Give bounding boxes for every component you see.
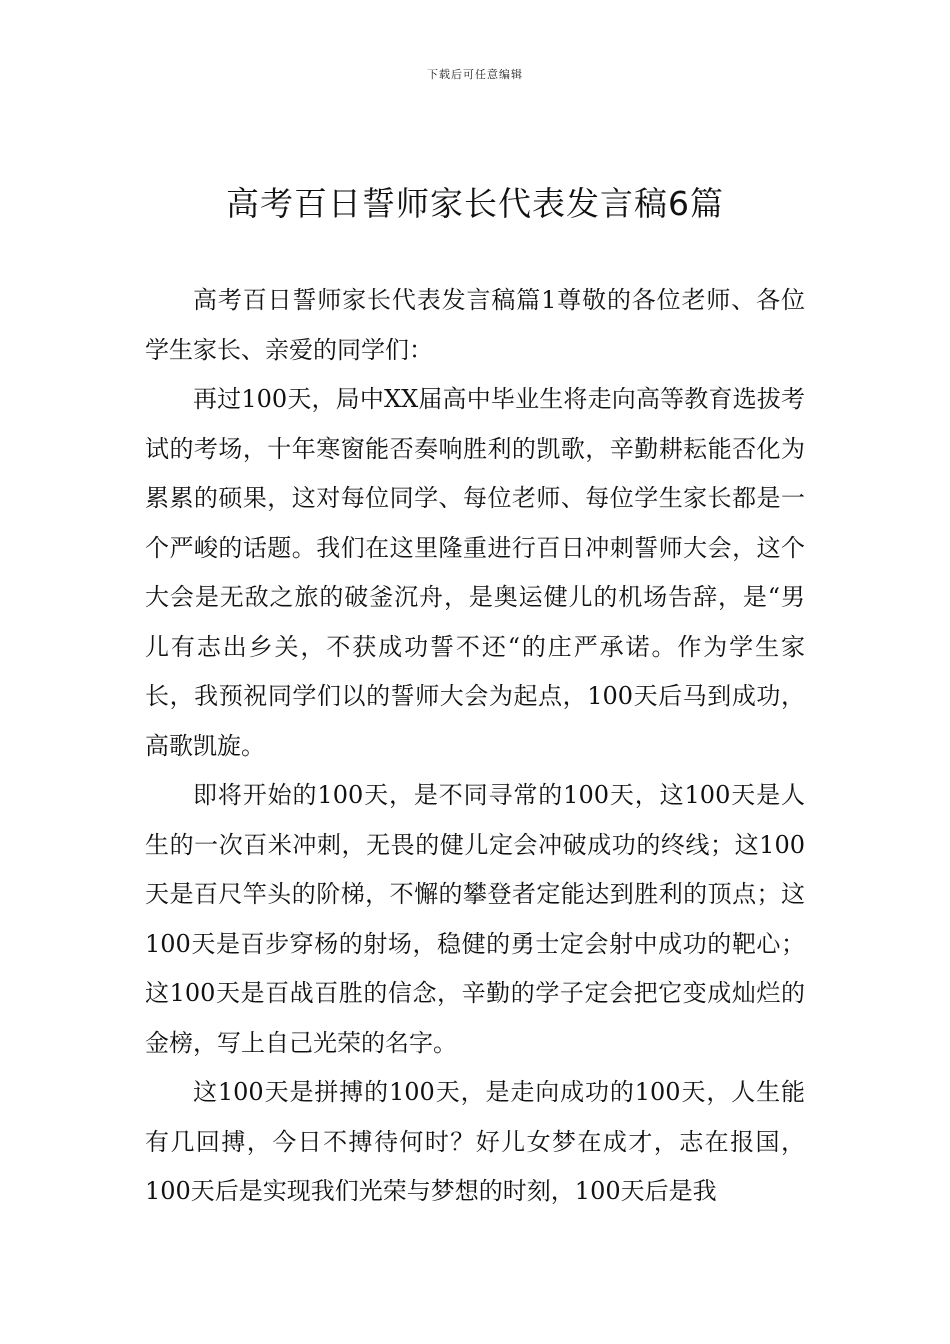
paragraph: 这100天是拼搏的100天，是走向成功的100天，人生能有几回搏，今日不搏待何时？好儿女梦在成才，志在报国，100天后是实现我们光荣与梦想的时刻，100天后是我 — [145, 1078, 805, 1205]
document-title: 高考百日誓师家长代表发言稿6篇 — [226, 184, 724, 223]
paragraph: 高考百日誓师家长代表发言稿篇1尊敬的各位老师、各位学生家长、亲爱的同学们： — [145, 286, 805, 364]
paragraph: 即将开始的100天，是不同寻常的100天，这100天是人生的一次百米冲刺，无畏的健儿定会冲破成功的终线；这100天是百尺竿头的阶梯，不懈的攀登者定能达到胜利的顶点；这100天是百步穿杨的射场，稳健的勇士定会射中成功的靶心；这100天是百战百胜的信念，辛勤的学子定会把它变成灿烂的金榜，写上自己光荣的名字。 — [145, 781, 805, 1057]
header-note: 下载后可任意编辑 — [427, 68, 523, 81]
document-body — [145, 276, 805, 1217]
paragraph: 再过100天，局中XX届高中毕业生将走向高等教育选拔考试的考场，十年寒窗能否奏响胜利的凯歌，辛勤耕耘能否化为累累的硕果，这对每位同学、每位老师、每位学生家长都是一个严峻的话题。我们在这里隆重进行百日冲刺誓师大会，这个大会是无敌之旅的破釜沉舟，是奥运健儿的机场告辞，是“男儿有志出乡关，不获成功誓不还“的庄严承诺。作为学生家长，我预祝同学们以的誓师大会为起点，100天后马到成功，高歌凯旋。 — [145, 385, 805, 760]
